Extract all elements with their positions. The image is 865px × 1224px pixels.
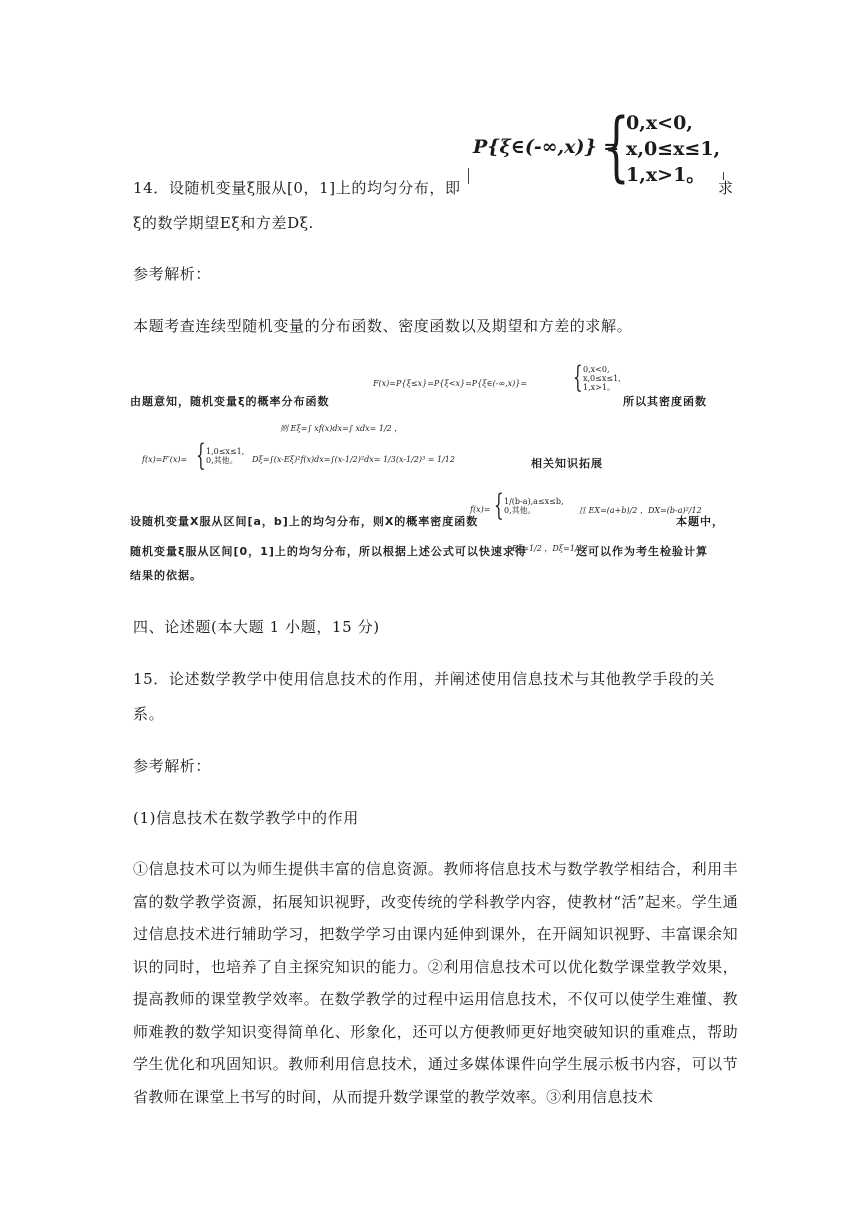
question-15-line-1: 15．论述数学教学中使用信息技术的作用，并阐述使用信息技术与其他教学手段的关 <box>133 670 715 688</box>
scan-row3-case-1: 1,0≤x≤1, <box>206 447 245 456</box>
solution-15-label: 参考解析： <box>133 757 212 775</box>
scan-row4-brace: { <box>494 488 504 523</box>
scan-row4-formula-right: 且 EX=(a+b)/2 ，DX=(b-a)²/12 <box>578 506 702 515</box>
scan-row4-case-2: 0,其他。 <box>504 506 536 515</box>
scan-row4-cases <box>504 497 564 515</box>
scan-row4-text-left: 设随机变量X服从区间[a，b]上的均匀分布，则X的概率密度函数 <box>130 515 479 528</box>
scan-row3-case-2: 0,其他。 <box>206 456 238 465</box>
formula-image-uniform-distribution <box>463 101 731 190</box>
scan-row3-text: 相关知识拓展 <box>531 457 603 470</box>
scan-row1-brace: { <box>573 360 583 395</box>
formula-brace: { <box>603 101 630 190</box>
scan-row5-text-right: 这可以作为考生检验计算 <box>576 545 708 558</box>
question-14-line-1: 14．设随机变量ξ服从[0，1]上的均匀分布，即 <box>133 179 461 197</box>
scan-row4-text-right: 本题中， <box>676 515 724 528</box>
scan-row1-case-1: 0,x<0, <box>583 365 610 374</box>
question-14-suffix: 求 <box>718 179 734 197</box>
scan-row1-case-2: x,0≤x≤1, <box>583 374 621 383</box>
formula-case-3: 1,x>1。 <box>626 164 706 186</box>
question-14-line-2: ξ的数学期望Eξ和方差Dξ. <box>133 214 314 232</box>
scan-row3-formula-right: Dξ=∫(x-Eξ)²f(x)dx=∫(x-1/2)²dx= 1/3(x-1/2)³ = 1/12 <box>252 455 455 464</box>
section-4-title: 四、论述题(本大题 1 小题，15 分) <box>133 618 380 636</box>
formula-case-2: x,0≤x≤1, <box>626 138 721 160</box>
scan-row4-case-1: 1/(b-a),a≤x≤b, <box>504 497 564 506</box>
solution-14-scan-image <box>128 355 728 585</box>
scan-row6-text: 结果的依据。 <box>130 569 202 582</box>
scan-row1-case-3: 1,x>1。 <box>583 383 615 392</box>
scan-row3-cases <box>206 447 244 465</box>
scan-row5-text: 随机变量ξ服从区间[0，1]上的均匀分布，所以根据上述公式可以快速求得 <box>130 545 527 558</box>
scan-row3-brace: { <box>196 438 206 473</box>
scan-row5-formula: Eξ=1/2 ，Dξ=1/12 <box>512 544 588 553</box>
solution-14-summary: 本题考查连续型随机变量的分布函数、密度函数以及期望和方差的求解。 <box>133 317 633 335</box>
solution-15-body: ①信息技术可以为师生提供丰富的信息资源。教师将信息技术与数学教学相结合，利用丰富的数学教学资源，拓展知识视野，改变传统的学科教学内容，使教材“活”起来。学生通过信息技术进行辅助学习，把数学学习由课内延伸到课外，在开阔知识视野、丰富课余知识的同时，也培养了自主探究知识的能力。②利用信息技术可以优化数学课堂教学效果，提高教师的课堂教学效率。在数学教学的过程中运用信息技术，不仅可以使学生难懂、教师难教的数学知识变得简单化、形象化，还可以方便教师更好地突破知识的重难点，帮助学生优化和巩固知识。教师利用信息技术，通过多媒体课件向学生展示板书内容，可以节省教师在课堂上书写的时间，从而提升数学课堂的教学效率。③利用信息技术 <box>133 860 738 1106</box>
scan-row1-cases <box>583 365 621 392</box>
scan-row2-formula: 则 Eξ=∫ xf(x)dx=∫ xdx= 1/2 ， <box>280 424 403 433</box>
image-edge-left <box>468 168 469 184</box>
solution-14-label: 参考解析： <box>133 265 212 283</box>
scan-row1-text-right: 所以其密度函数 <box>623 395 707 408</box>
question-15-line-2: 系。 <box>133 705 165 723</box>
formula-cases <box>626 110 720 188</box>
solution-15-subheading: (1)信息技术在数学教学中的作用 <box>133 809 359 827</box>
scan-row4-formula-left: f(x)= <box>470 505 491 514</box>
formula-lhs: P{ξ∈(-∞,x)} = <box>473 136 620 158</box>
scan-row1-text-left: 由题意知，随机变量ξ的概率分布函数 <box>130 395 330 408</box>
scan-row1-formula: F(x)=P{ξ≤x}=P{ξ<x}=P{ξ∈(-∞,x)}= <box>373 379 528 388</box>
formula-case-1: 0,x<0, <box>626 112 693 134</box>
scan-row3-formula-left: f(x)=F′(x)= <box>142 455 188 464</box>
